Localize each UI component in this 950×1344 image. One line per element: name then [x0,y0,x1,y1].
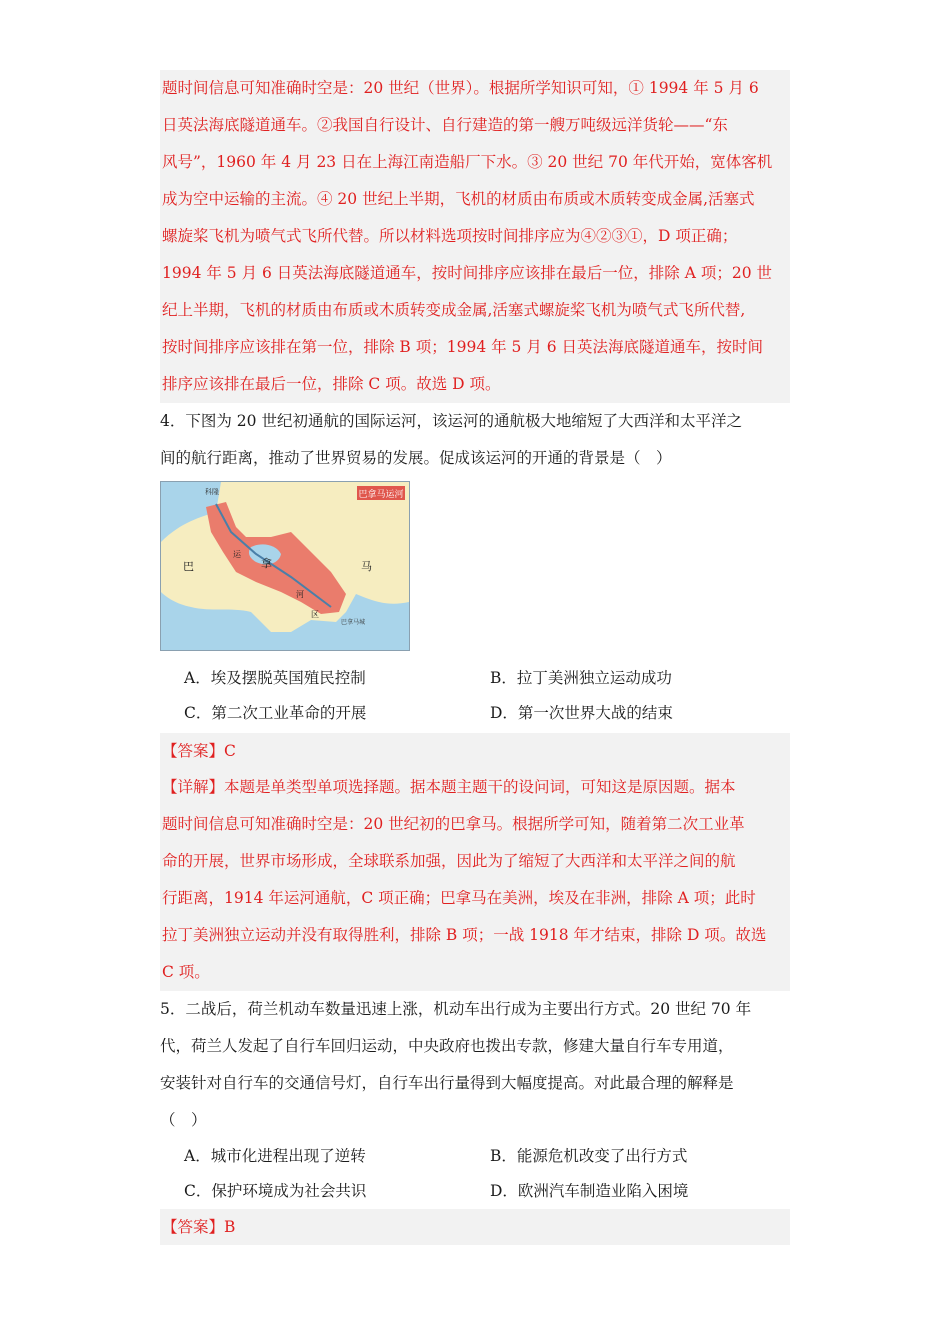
question-stem-line: 4．下图为 20 世纪初通航的国际运河，该运河的通航极大地缩短了大西洋和太平洋之 [160,412,742,430]
explanation-line: 行距离，1914 年运河通航，C 项正确；巴拿马在美洲，埃及在非洲，排除 A 项；此时 [162,889,756,907]
explanation-line: 1994 年 5 月 6 日英法海底隧道通车，按时间排序应该排在最后一位，排除 A 项；20 世 [162,264,773,282]
question-stem-line: （ ） [160,1111,207,1129]
q5-answer-block [160,1209,790,1245]
question-stem-line: 间的航行距离，推动了世界贸易的发展。促成该运河的开通的背景是（ ） [160,449,672,467]
option-d[interactable]: D．第一次世界大战的结束 [490,704,673,722]
map-title: 巴拿马运河 [358,490,404,500]
explanation-line: 按时间排序应该排在第一位，排除 B 项；1994 年 5 月 6 日英法海底隧道通车，按时间 [162,338,764,356]
explanation-line: 拉丁美洲独立运动并没有取得胜利，排除 B 项；一战 1918 年才结束，排除 D 项。故选 [162,926,767,944]
document-page [160,70,790,1245]
explanation-line: 螺旋桨飞机为喷气式飞所代替。所以材料选项按时间排序应为④②③①，D 项正确； [162,227,738,245]
map-label-yun: 运 [233,550,241,559]
map-label-qu: 区 [311,610,319,619]
option-b[interactable]: B．能源危机改变了出行方式 [490,1147,688,1165]
explanation-line: 排序应该排在最后一位，排除 C 项。故选 D 项。 [162,375,501,393]
question-4 [160,403,790,991]
q4-options [160,661,790,731]
panama-canal-map [160,481,410,651]
option-d[interactable]: D．欧洲汽车制造业陷入困境 [490,1182,689,1200]
explanation-line: 题时间信息可知准确时空是：20 世纪（世界）。根据所学知识可知，① 1994 年 5 月 6 [162,79,759,97]
explanation-line: 日英法海底隧道通车。②我国自行设计、自行建造的第一艘万吨级远洋货轮——“东 [162,116,728,134]
option-c[interactable]: C．第二次工业革命的开展 [184,704,367,722]
map-label-he: 河 [296,590,304,599]
question-5 [160,991,790,1245]
map-label-ma: 马 [361,560,372,573]
explanation-line: C 项。 [162,963,210,981]
question-stem-line: 安装针对自行车的交通信号灯，自行车出行量得到大幅度提高。对此最合理的解释是 [160,1074,734,1092]
explanation-line: 纪上半期，飞机的材质由布质或木质转变成金属,活塞式螺旋桨飞机为喷气式飞所代替, [162,301,746,319]
option-b[interactable]: B．拉丁美洲独立运动成功 [490,669,672,687]
explanation-line: 风号”，1960 年 4 月 23 日在上海江南造船厂下水。③ 20 世纪 70 年代开始，宽体客机 [162,153,773,171]
option-a[interactable]: A．城市化进程出现了逆转 [184,1147,366,1165]
explanation-line: 题时间信息可知准确时空是：20 世纪初的巴拿马。根据所学可知，随着第二次工业革 [162,815,745,833]
q5-options [160,1139,790,1209]
question-stem-line: 5．二战后，荷兰机动车数量迅速上涨，机动车出行成为主要出行方式。20 世纪 70 年 [160,1000,752,1018]
question-stem-line: 代，荷兰人发起了自行车回归运动，中央政府也拨出专款，修建大量自行车专用道， [160,1037,734,1055]
map-label-ba: 巴 [183,560,194,573]
map-label-na: 拿 [261,557,272,570]
map-svg [161,482,409,650]
option-a[interactable]: A．埃及摆脱英国殖民控制 [184,669,366,687]
q4-answer-block [160,733,790,991]
option-c[interactable]: C．保护环境成为社会共识 [184,1182,367,1200]
answer-line: 【答案】C [162,742,236,760]
map-label-colon: 科隆 [205,488,219,496]
explanation-line: 成为空中运输的主流。④ 20 世纪上半期，飞机的材质由布质或木质转变成金属,活塞式 [162,190,755,208]
explanation-line: 命的开展，世界市场形成，全球联系加强，因此为了缩短了大西洋和太平洋之间的航 [162,852,736,870]
map-label-city: 巴拿马城 [341,619,366,626]
answer-line: 【答案】B [162,1218,236,1236]
explanation-line: 【详解】本题是单类型单项选择题。据本题主题干的设问词，可知这是原因题。据本 [162,778,736,796]
prev-explanation [160,70,790,403]
